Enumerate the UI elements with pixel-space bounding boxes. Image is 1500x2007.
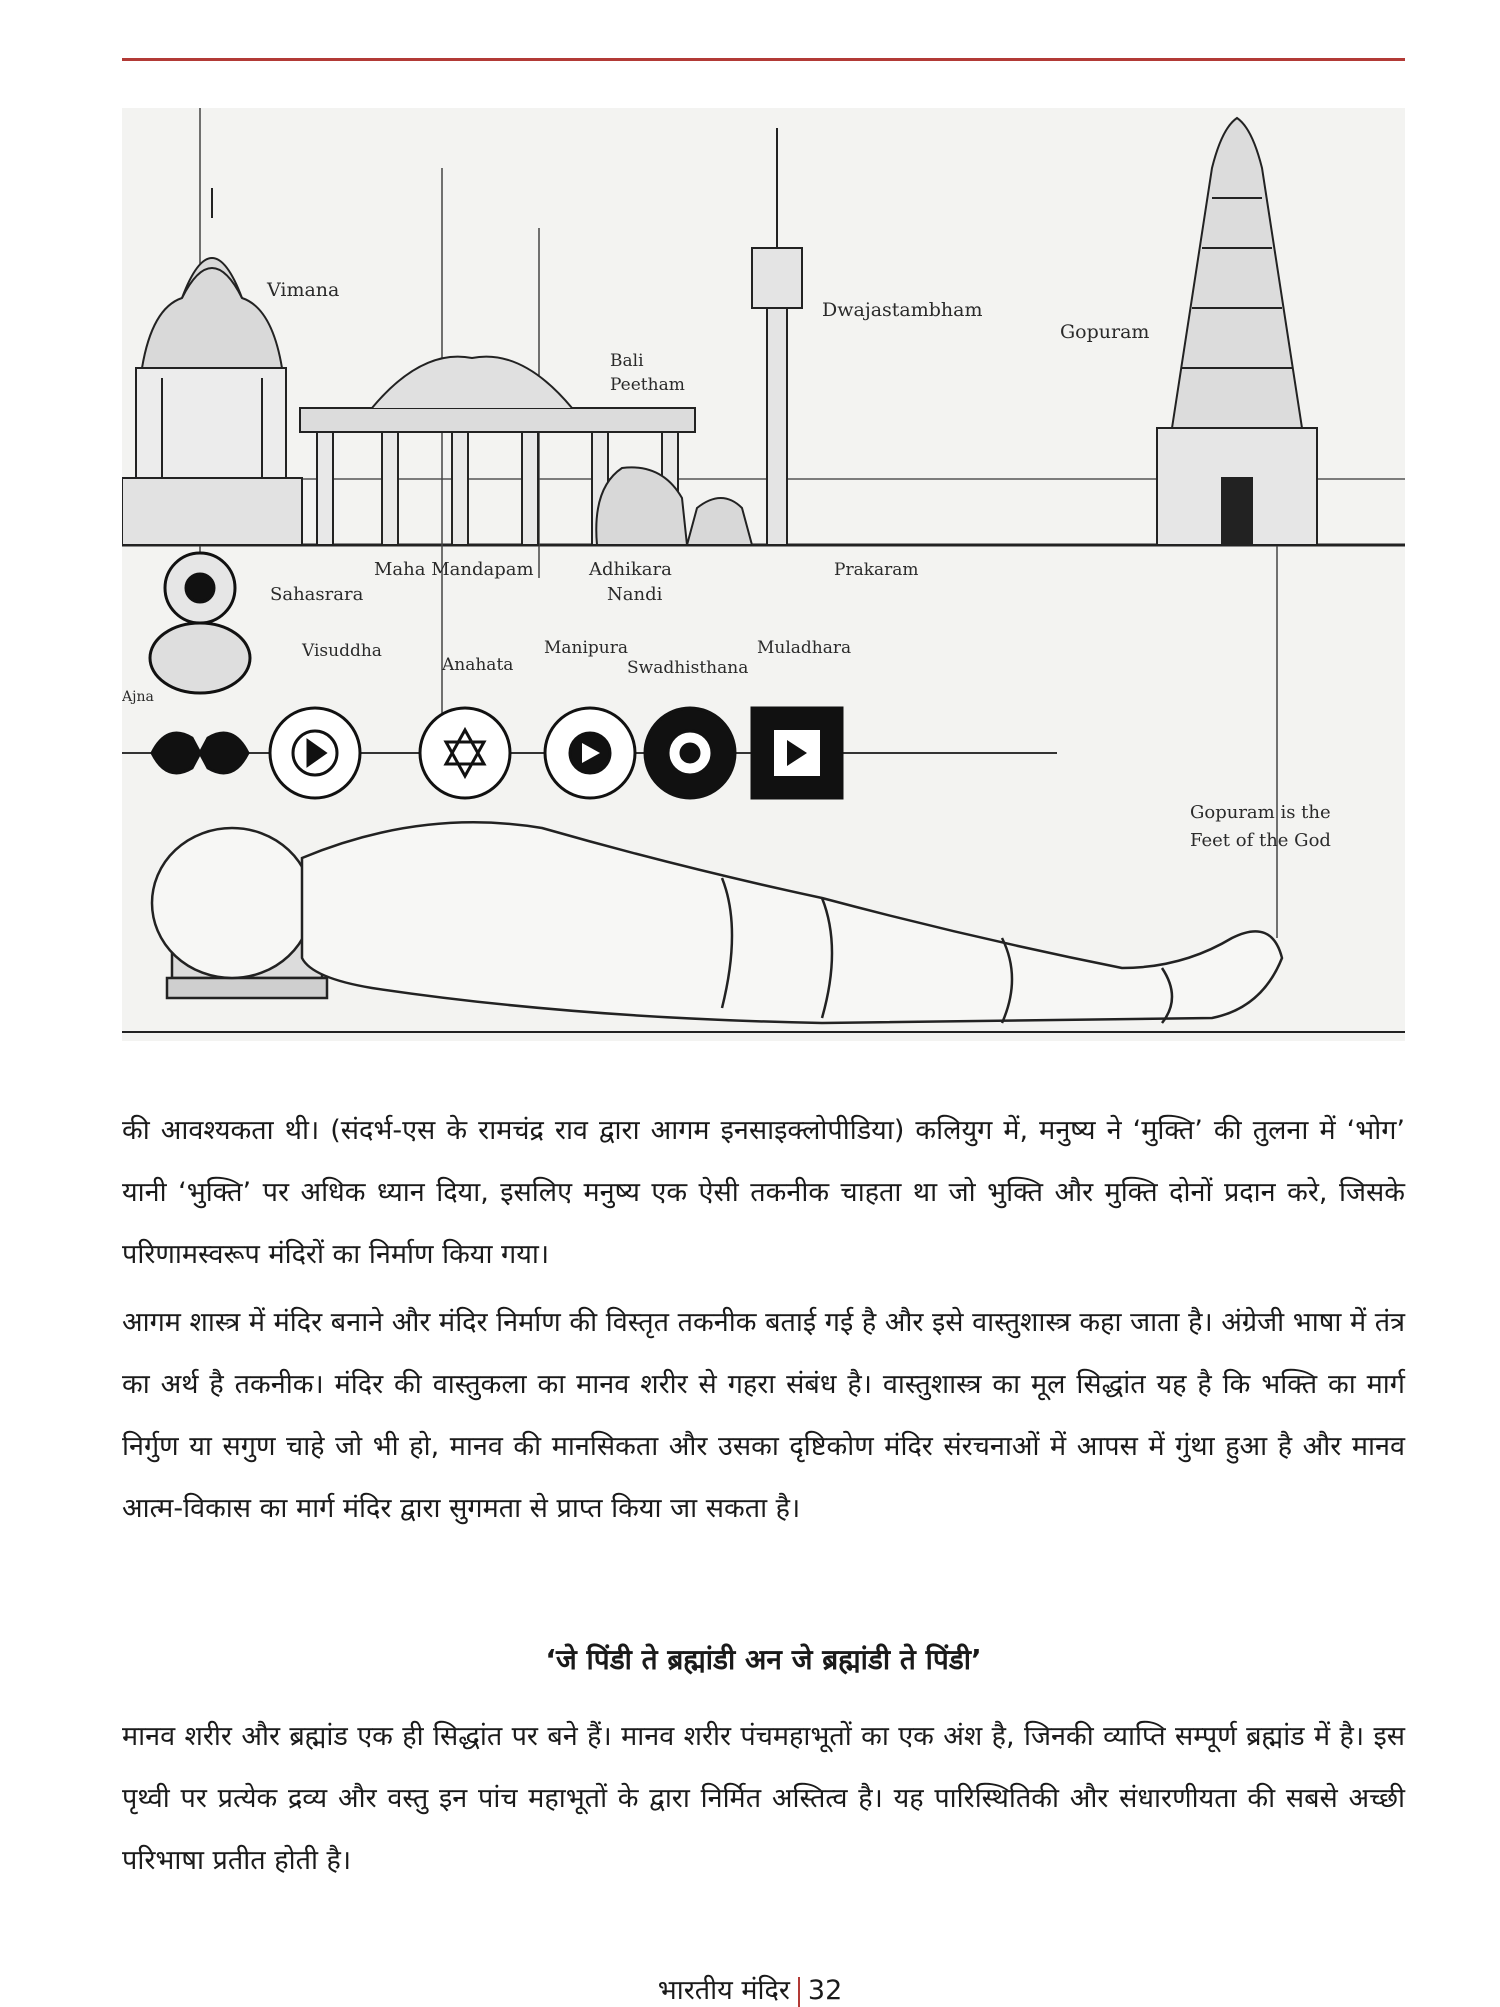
paragraph-1: की आवश्यकता थी। (संदर्भ-एस के रामचंद्र राव द्वारा आगम इनसाइक्लोपीडिया) कलियुग में, मनुष्य ने ‘मुक्ति’ की तुलना में ‘भोग’ यानी ‘भुक्ति’ पर अधिक ध्यान दिया, इसलिए मनुष्य एक ऐसी तकनीक चाहता था जो भुक्ति और मुक्ति दोनों प्रदान करे, जिसके परिणामस्वरूप मंदिरों का निर्माण किया गया। xyxy=(122,1115,1405,1270)
footer-title: भारतीय मंदिर xyxy=(657,1975,790,2006)
label-muladhara: Muladhara xyxy=(757,638,852,658)
closing-paragraph-block xyxy=(122,1706,1405,1898)
label-gopuram-note-2: Feet of the God xyxy=(1190,830,1331,851)
page-footer xyxy=(0,1970,1500,2007)
label-nandi: Nandi xyxy=(607,584,663,605)
page-number: 32 xyxy=(807,1975,843,2006)
label-visuddha: Visuddha xyxy=(302,641,382,661)
paragraph-2: आगम शास्त्र में मंदिर बनाने और मंदिर निर्माण की विस्तृत तकनीक बताई गई है और इसे वास्तुशास्त्र कहा जाता है। अंग्रेजी भाषा में तंत्र का अर्थ है तकनीक। मंदिर की वास्तुकला का मानव शरीर से गहरा संबंध है। वास्तुशास्त्र का मूल सिद्धांत यह है कि भक्ति का मार्ग निर्गुण या सगुण चाहे जो भी हो, मानव की मानसिकता और उसका दृष्टिकोण मंदिर संरचनाओं में आपस में गुंथा हुआ है और मानव आत्म-विकास का मार्ग मंदिर द्वारा सुगमता से प्राप्त किया जा सकता है। xyxy=(122,1307,1405,1524)
reclining-figure xyxy=(152,822,1282,1023)
label-gopuram: Gopuram xyxy=(1060,321,1150,343)
label-bali-1: Bali xyxy=(610,351,644,371)
label-vimana: Vimana xyxy=(267,279,340,301)
body-paragraphs xyxy=(122,1100,1405,1546)
label-gopuram-note-1: Gopuram is the xyxy=(1190,802,1331,823)
label-prakaram: Prakaram xyxy=(834,560,919,580)
label-adhikara: Adhikara xyxy=(589,559,672,580)
label-anahata: Anahata xyxy=(442,655,514,675)
vimana-drawing xyxy=(122,188,302,545)
label-sahasrara: Sahasrara xyxy=(270,584,364,605)
label-maha-mandapam: Maha Mandapam xyxy=(374,559,534,580)
dwajastambham-drawing xyxy=(752,128,802,545)
paragraph-3: मानव शरीर और ब्रह्मांड एक ही सिद्धांत पर बने हैं। मानव शरीर पंचमहाभूतों का एक अंश है, जिनकी व्याप्ति सम्पूर्ण ब्रह्मांड में है। इस पृथ्वी पर प्रत्येक द्रव्य और वस्तु इन पांच महाभूतों के द्वारा निर्मित अस्तित्व है। यह पारिस्थितिकी और संधारणीयता की सबसे अच्छी परिभाषा प्रतीत होती है। xyxy=(122,1721,1405,1876)
label-bali-2: Peetham xyxy=(610,375,685,395)
label-ajna: Ajna xyxy=(122,689,154,705)
label-swadhisthana: Swadhisthana xyxy=(627,658,749,678)
label-manipura: Manipura xyxy=(544,638,629,658)
header-rule xyxy=(122,58,1405,61)
quote-heading: ‘जे पिंडी ते ब्रह्मांडी अन जे ब्रह्मांडी ते पिंडी’ xyxy=(545,1643,982,1676)
label-dwajastambham: Dwajastambham xyxy=(822,299,983,321)
footer-separator xyxy=(798,1977,800,2007)
gopuram-drawing xyxy=(1157,118,1317,545)
temple-body-illustration xyxy=(122,108,1405,1041)
